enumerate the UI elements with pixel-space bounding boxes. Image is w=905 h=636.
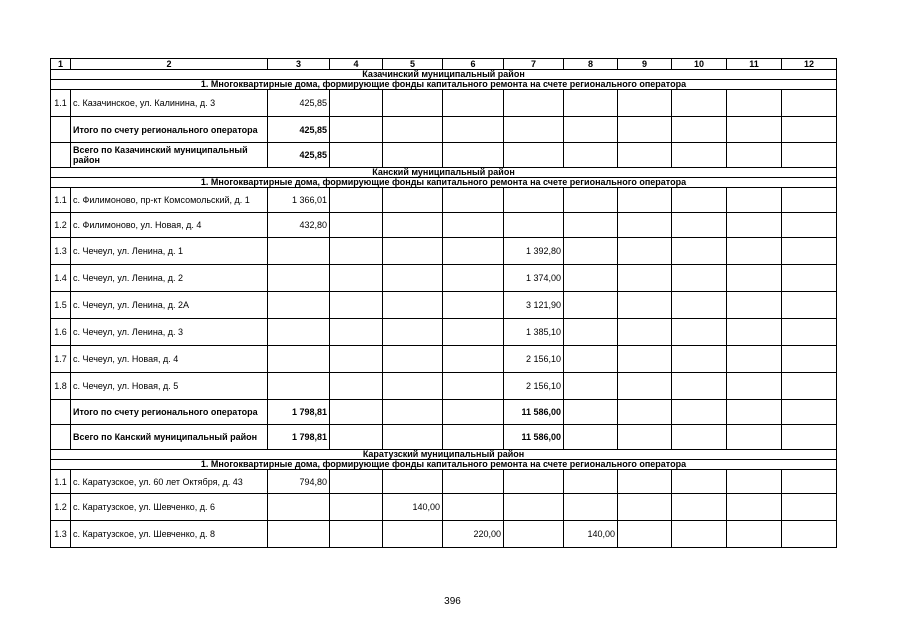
value-cell — [383, 238, 443, 265]
value-cell: 1 366,01 — [268, 188, 330, 213]
value-cell — [330, 90, 383, 117]
table-body — [51, 59, 837, 548]
total-value-cell: 11 586,00 — [504, 425, 564, 450]
value-cell — [330, 292, 383, 319]
row-index: 1.4 — [51, 265, 71, 292]
total-value-cell — [564, 400, 618, 425]
district-title: Каратузский муниципальный район — [51, 450, 837, 460]
row-index — [51, 117, 71, 143]
total-value-cell: 1 798,81 — [268, 400, 330, 425]
table-row — [51, 319, 837, 346]
address-cell: с. Чечеул, ул. Ленина, д. 1 — [71, 238, 268, 265]
value-cell — [618, 470, 672, 494]
table-row — [51, 265, 837, 292]
value-cell — [782, 494, 837, 521]
value-cell — [672, 238, 727, 265]
row-index: 1.2 — [51, 494, 71, 521]
value-cell — [727, 373, 782, 400]
column-header: 8 — [564, 59, 618, 70]
district-row — [51, 70, 837, 80]
subsection-row — [51, 80, 837, 90]
total-value-cell — [672, 400, 727, 425]
value-cell — [383, 213, 443, 238]
subsection-row — [51, 460, 837, 470]
value-cell — [618, 319, 672, 346]
value-cell — [727, 319, 782, 346]
value-cell: 140,00 — [383, 494, 443, 521]
row-index — [51, 400, 71, 425]
value-cell — [672, 90, 727, 117]
value-cell — [443, 213, 504, 238]
district-row — [51, 168, 837, 178]
total-value-cell — [782, 117, 837, 143]
value-cell — [672, 470, 727, 494]
value-cell — [618, 265, 672, 292]
value-cell — [727, 346, 782, 373]
total-value-cell — [504, 117, 564, 143]
address-cell: с. Чечеул, ул. Новая, д. 5 — [71, 373, 268, 400]
total-value-cell — [782, 425, 837, 450]
value-cell — [727, 265, 782, 292]
value-cell — [782, 373, 837, 400]
column-header: 3 — [268, 59, 330, 70]
address-cell: с. Каратузское, ул. 60 лет Октября, д. 43 — [71, 470, 268, 494]
row-index: 1.7 — [51, 346, 71, 373]
value-cell — [727, 494, 782, 521]
row-index: 1.6 — [51, 319, 71, 346]
total-label: Всего по Казачинский муниципальный район — [71, 143, 268, 168]
total-value-cell: 1 798,81 — [268, 425, 330, 450]
value-cell — [268, 238, 330, 265]
value-cell — [330, 213, 383, 238]
row-index: 1.3 — [51, 238, 71, 265]
value-cell — [504, 521, 564, 548]
row-index: 1.5 — [51, 292, 71, 319]
value-cell — [564, 470, 618, 494]
value-cell — [504, 188, 564, 213]
value-cell — [618, 90, 672, 117]
value-cell — [672, 346, 727, 373]
value-cell: 2 156,10 — [504, 346, 564, 373]
value-cell — [383, 188, 443, 213]
total-value-cell — [443, 400, 504, 425]
total-value-cell: 11 586,00 — [504, 400, 564, 425]
subsection-title: 1. Многоквартирные дома, формирующие фонды капитального ремонта на счете регионального оператора — [51, 80, 837, 90]
value-cell — [727, 238, 782, 265]
column-header: 5 — [383, 59, 443, 70]
value-cell — [782, 238, 837, 265]
value-cell — [443, 494, 504, 521]
value-cell — [672, 188, 727, 213]
value-cell — [443, 292, 504, 319]
total-value-cell — [672, 117, 727, 143]
value-cell — [383, 373, 443, 400]
value-cell — [618, 238, 672, 265]
row-index: 1.3 — [51, 521, 71, 548]
value-cell — [564, 373, 618, 400]
row-index: 1.2 — [51, 213, 71, 238]
total-value-cell — [618, 143, 672, 168]
capital-repair-table — [50, 58, 837, 548]
value-cell — [443, 238, 504, 265]
value-cell — [618, 213, 672, 238]
page-number: 396 — [444, 596, 461, 607]
total-value-cell — [564, 117, 618, 143]
value-cell — [443, 470, 504, 494]
value-cell — [672, 292, 727, 319]
total-value-cell — [383, 425, 443, 450]
value-cell — [564, 292, 618, 319]
total-value-cell: 425,85 — [268, 117, 330, 143]
value-cell — [727, 188, 782, 213]
value-cell — [383, 292, 443, 319]
column-header: 11 — [727, 59, 782, 70]
value-cell — [443, 90, 504, 117]
value-cell — [330, 494, 383, 521]
value-cell — [618, 521, 672, 548]
total-value-cell — [727, 425, 782, 450]
row-index: 1.1 — [51, 470, 71, 494]
value-cell — [782, 213, 837, 238]
total-value-cell — [782, 400, 837, 425]
value-cell — [618, 346, 672, 373]
value-cell — [383, 521, 443, 548]
address-cell: с. Каратузское, ул. Шевченко, д. 8 — [71, 521, 268, 548]
column-header: 4 — [330, 59, 383, 70]
value-cell — [564, 319, 618, 346]
value-cell — [672, 319, 727, 346]
total-value-cell — [564, 143, 618, 168]
column-header: 7 — [504, 59, 564, 70]
total-value-cell: 425,85 — [268, 143, 330, 168]
value-cell — [782, 188, 837, 213]
table-row — [51, 373, 837, 400]
value-cell — [504, 470, 564, 494]
value-cell: 140,00 — [564, 521, 618, 548]
row-index — [51, 143, 71, 168]
total-row — [51, 117, 837, 143]
total-value-cell — [330, 117, 383, 143]
value-cell — [564, 188, 618, 213]
column-header: 9 — [618, 59, 672, 70]
value-cell: 1 392,80 — [504, 238, 564, 265]
value-cell — [383, 265, 443, 292]
total-value-cell — [504, 143, 564, 168]
total-row — [51, 400, 837, 425]
value-cell — [330, 238, 383, 265]
value-cell — [443, 319, 504, 346]
total-row — [51, 425, 837, 450]
value-cell — [268, 319, 330, 346]
value-cell — [727, 521, 782, 548]
total-value-cell — [443, 425, 504, 450]
address-cell: с. Чечеул, ул. Ленина, д. 2А — [71, 292, 268, 319]
value-cell: 3 121,90 — [504, 292, 564, 319]
column-header: 10 — [672, 59, 727, 70]
table-row — [51, 292, 837, 319]
value-cell — [782, 470, 837, 494]
value-cell — [727, 213, 782, 238]
value-cell — [782, 265, 837, 292]
value-cell — [383, 319, 443, 346]
value-cell — [443, 346, 504, 373]
table-row — [51, 470, 837, 494]
total-value-cell — [330, 425, 383, 450]
total-value-cell — [672, 143, 727, 168]
table-row — [51, 238, 837, 265]
table-row — [51, 494, 837, 521]
address-cell: с. Филимоново, ул. Новая, д. 4 — [71, 213, 268, 238]
value-cell: 425,85 — [268, 90, 330, 117]
value-cell — [672, 494, 727, 521]
value-cell — [330, 470, 383, 494]
total-row — [51, 143, 837, 168]
value-cell: 1 385,10 — [504, 319, 564, 346]
table-row — [51, 346, 837, 373]
subsection-title: 1. Многоквартирные дома, формирующие фонды капитального ремонта на счете регионального оператора — [51, 460, 837, 470]
total-label: Всего по Канский муниципальный район — [71, 425, 268, 450]
district-title: Канский муниципальный район — [51, 168, 837, 178]
row-index: 1.8 — [51, 373, 71, 400]
value-cell — [268, 521, 330, 548]
total-value-cell — [618, 425, 672, 450]
total-value-cell — [618, 117, 672, 143]
value-cell — [727, 292, 782, 319]
value-cell — [330, 521, 383, 548]
district-row — [51, 450, 837, 460]
total-value-cell — [727, 400, 782, 425]
value-cell — [268, 494, 330, 521]
total-value-cell — [330, 400, 383, 425]
address-cell: с. Чечеул, ул. Ленина, д. 3 — [71, 319, 268, 346]
address-cell: с. Чечеул, ул. Ленина, д. 2 — [71, 265, 268, 292]
total-value-cell — [443, 143, 504, 168]
value-cell — [782, 521, 837, 548]
value-cell: 2 156,10 — [504, 373, 564, 400]
value-cell — [672, 213, 727, 238]
value-cell — [564, 265, 618, 292]
value-cell — [782, 90, 837, 117]
value-cell — [330, 188, 383, 213]
total-label: Итого по счету регионального оператора — [71, 117, 268, 143]
value-cell — [564, 213, 618, 238]
value-cell — [268, 265, 330, 292]
row-index — [51, 425, 71, 450]
value-cell: 1 374,00 — [504, 265, 564, 292]
value-cell — [727, 90, 782, 117]
value-cell — [268, 292, 330, 319]
value-cell — [383, 346, 443, 373]
value-cell — [330, 265, 383, 292]
value-cell — [330, 319, 383, 346]
address-cell: с. Филимоново, пр-кт Комсомольский, д. 1 — [71, 188, 268, 213]
total-value-cell — [618, 400, 672, 425]
row-index: 1.1 — [51, 188, 71, 213]
value-cell — [383, 90, 443, 117]
value-cell — [268, 346, 330, 373]
row-index: 1.1 — [51, 90, 71, 117]
table-row — [51, 213, 837, 238]
value-cell — [330, 373, 383, 400]
table-row — [51, 90, 837, 117]
total-value-cell — [383, 400, 443, 425]
total-value-cell — [782, 143, 837, 168]
value-cell — [618, 188, 672, 213]
value-cell — [504, 213, 564, 238]
value-cell — [383, 470, 443, 494]
column-header: 2 — [71, 59, 268, 70]
total-value-cell — [383, 117, 443, 143]
column-header: 1 — [51, 59, 71, 70]
value-cell — [782, 346, 837, 373]
value-cell — [672, 265, 727, 292]
value-cell — [504, 90, 564, 117]
total-value-cell — [383, 143, 443, 168]
value-cell — [564, 90, 618, 117]
total-value-cell — [330, 143, 383, 168]
value-cell — [443, 373, 504, 400]
value-cell — [618, 292, 672, 319]
value-cell: 794,80 — [268, 470, 330, 494]
value-cell: 432,80 — [268, 213, 330, 238]
table-row — [51, 521, 837, 548]
total-value-cell — [672, 425, 727, 450]
value-cell — [564, 346, 618, 373]
total-label: Итого по счету регионального оператора — [71, 400, 268, 425]
value-cell — [782, 319, 837, 346]
value-cell — [564, 238, 618, 265]
column-header-row — [51, 59, 837, 70]
value-cell: 220,00 — [443, 521, 504, 548]
column-header: 6 — [443, 59, 504, 70]
total-value-cell — [443, 117, 504, 143]
value-cell — [672, 521, 727, 548]
subsection-title: 1. Многоквартирные дома, формирующие фонды капитального ремонта на счете регионального оператора — [51, 178, 837, 188]
value-cell — [443, 265, 504, 292]
column-header: 12 — [782, 59, 837, 70]
total-value-cell — [727, 143, 782, 168]
address-cell: с. Чечеул, ул. Новая, д. 4 — [71, 346, 268, 373]
value-cell — [504, 494, 564, 521]
value-cell — [618, 373, 672, 400]
district-title: Казачинский муниципальный район — [51, 70, 837, 80]
value-cell — [782, 292, 837, 319]
value-cell — [330, 346, 383, 373]
subsection-row — [51, 178, 837, 188]
total-value-cell — [564, 425, 618, 450]
value-cell — [727, 470, 782, 494]
value-cell — [618, 494, 672, 521]
value-cell — [268, 373, 330, 400]
value-cell — [564, 494, 618, 521]
value-cell — [443, 188, 504, 213]
address-cell: с. Каратузское, ул. Шевченко, д. 6 — [71, 494, 268, 521]
table-row — [51, 188, 837, 213]
address-cell: с. Казачинское, ул. Калинина, д. 3 — [71, 90, 268, 117]
value-cell — [672, 373, 727, 400]
total-value-cell — [727, 117, 782, 143]
